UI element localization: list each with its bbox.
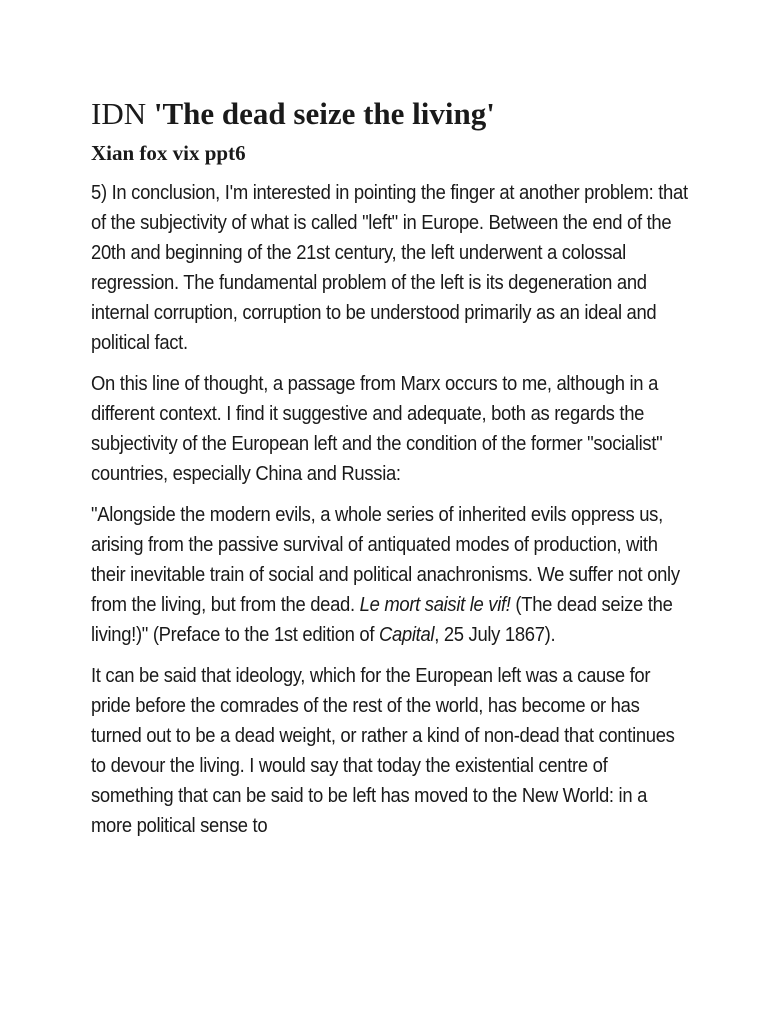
title-prefix: IDN (91, 96, 154, 131)
quote-text-a: "Alongside the modern evils, a whole series of inherited evils oppress us, arising from the passive survival of antiquated modes of production, with their inevitable train of social and political anachronisms. We suffer not only from the living, but from the dead. (91, 503, 680, 616)
document-title (91, 92, 691, 136)
paragraph-2: On this line of thought, a passage from Marx occurs to me, although in a different context. I find it suggestive and adequate, both as regards the subjectivity of the European left and the condition of the former "socialist" countries, especially China and Russia: (91, 372, 663, 485)
document-page (91, 92, 691, 852)
paragraph-4: It can be said that ideology, which for the European left was a cause for pride before the comrades of the rest of the world, has become or has turned out to be a dead weight, or rather a kind of non-dead that continues to devour the living. I would say that today the existential centre of something that can be said to be left has moved to the New World: in a more political sense to (91, 664, 675, 837)
document-subtitle: Xian fox vix ppt6 (91, 141, 246, 165)
title-main: 'The dead seize the living' (153, 96, 495, 131)
paragraph-3-quote (91, 500, 691, 650)
quote-text-b: (The dead seize the living!)" (Preface to the 1st edition of (91, 593, 673, 646)
quote-italic-french: Le mort saisit le vif! (359, 593, 511, 616)
quote-italic-capital: Capital (378, 623, 435, 646)
paragraph-1: 5) In conclusion, I'm interested in pointing the finger at another problem: that of the subjectivity of what is called "left" in Europe. Between the end of the 20th and beginning of the 21st century, the left underwent a colossal regression. The fundamental problem of the left is its degeneration and internal corruption, corruption to be understood primarily as an ideal and political fact. (91, 181, 688, 354)
quote-text-c: , 25 July 1867). (434, 623, 556, 646)
